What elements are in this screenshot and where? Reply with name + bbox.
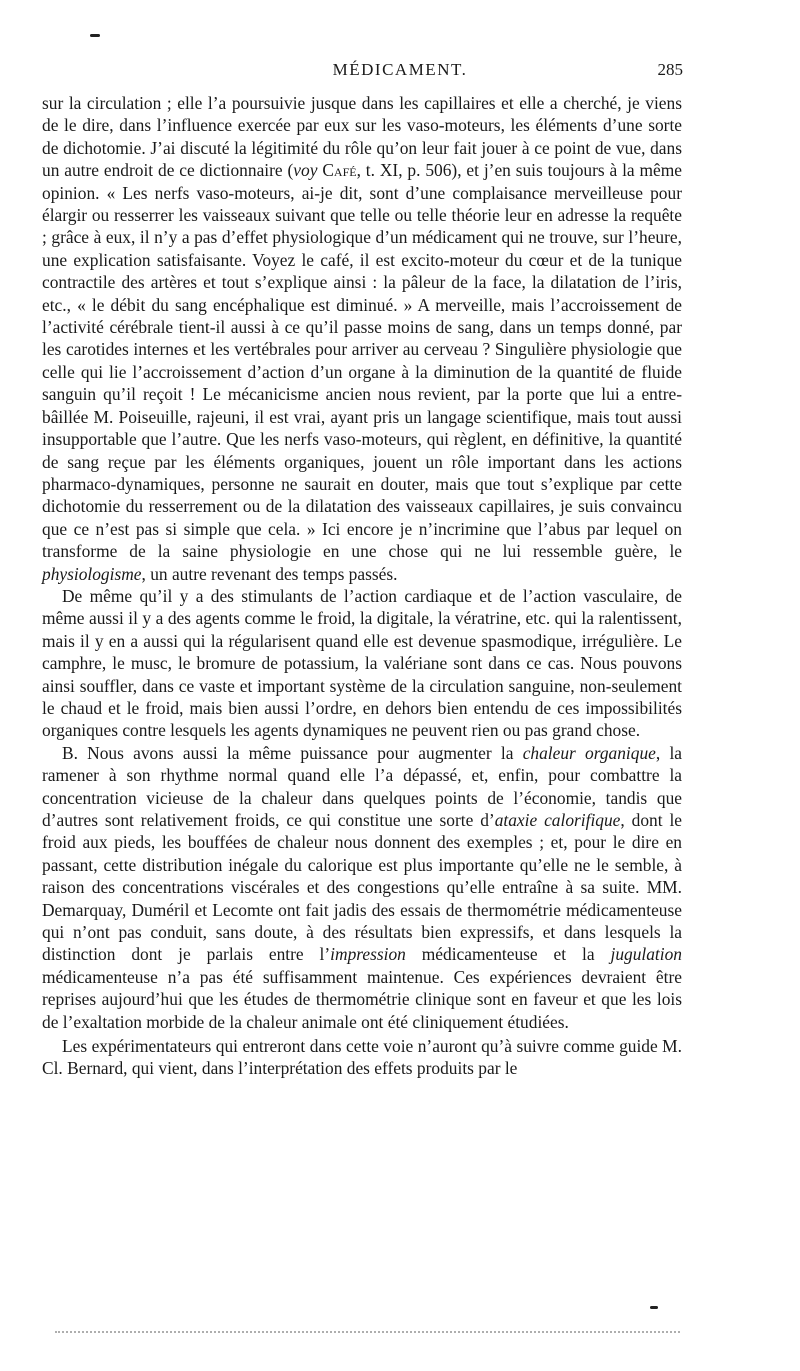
ink-speck-mark: [650, 1306, 658, 1309]
body-text: [42, 92, 682, 1080]
paragraph: [42, 92, 682, 585]
text-run: , un autre revenant des temps passés.: [141, 563, 398, 584]
text-run: médicamenteuse et la: [405, 944, 611, 965]
paragraph: [42, 585, 682, 742]
text-run: , la ramener à son rhythme normal quand elle l’a dépassé, et, enfin, pour combattre la concentration vicieuse de la chaleur dans quelques points de l’économie, tandis que d’autres sont relativement froids, ce qui constitue une sorte d’: [42, 742, 682, 830]
paragraph: [42, 1035, 682, 1080]
text-run: médicamenteuse n’a pas été suffisamment maintenue. Ces expériences devraient être reprises aujourd’hui que les études de thermométrie clinique sont en faveur et que les lois de l’exaltation morbide de la chaleur animale ont été cliniquement étudiées.: [42, 966, 682, 1032]
page-number: 285: [657, 60, 683, 79]
footer-dotted-rule: [55, 1331, 680, 1335]
text-run: , t. XI, p. 506), et j’en suis toujours à la même opinion. « Les nerfs vaso-moteurs, ai-je dit, sont d’une complaisance merveilleuse pour élargir ou resserrer les vaisseaux suivant que telle ou telle théorie leur en adresse la requête ; grâce à eux, il n’y a pas d’effet physiologique d’un médicament qui ne trouve, sur l’heure, une explication satisfaisante. Voyez le café, il est excito-moteur du cœur et de la tunique contractile des artères et tout s’explique ainsi : la pâleur de la face, la dilatation de l’iris, etc., « le débit du sang encéphalique est diminué. » A merveille, mais l’accroissement de l’activité cérébrale tient-il aussi à ce qu’il passe moins de sang, dans un temps donné, par les carotides internes et les vertébrales pour arriver au cerveau ? Singulière physiologie que celle qui lie l’accroissement d’action d’un organe à la diminution de la quantité de fluide sanguin qu’il reçoit ! Le mécanicisme ancien nous revient, par la porte que lui a entre-bâillée M. Poiseuille, rajeuni, il est vrai, ayant pris un langage scientifique, mais tout aussi insupportable que l’autre. Que les nerfs vaso-moteurs, qui règlent, en définitive, la quantité de sang reçue par les éléments organiques, jouent un rôle important dans les actions pharmaco-dynamiques, personne ne saurait en douter, mais que tout s’explique par cette dichotomie du resserrement ou de la dilatation des vaisseaux capillaires, je suis convaincu que ce n’est pas si simple que cela. » Ici encore je n’incrimine que l’abus par lequel on transforme de la saine physiologie en une chose qui ne lui ressemble guère, le: [42, 160, 682, 562]
italic-term: ataxie calorifique: [494, 810, 621, 830]
text-run: Les expérimentateurs qui entreront dans cette voie n’auront qu’à suivre comme guide M. Cl. Bernard, qui vient, dans l’interprétation des effets produits par le: [42, 1036, 682, 1079]
text-run: De même qu’il y a des stimulants de l’action cardiaque et de l’action vasculaire, de même aussi il y a des agents comme le froid, la digitale, la vératrine, etc. qui la ralentissent, mais il y en a aussi qui la régularisent quand elle est devenue spasmodique, irrégulière. Le camphre, le musc, le bromure de potassium, la valériane sont dans ce cas. Nous pouvons ainsi souffler, dans ce vaste et important système de la circulation sanguine, non-seulement le chaud et le froid, mais bien aussi l’ordre, en dehors bien entendu de ces impossibilités organiques contre lesquels les agents dynamiques ne peuvent rien ou pas grand chose.: [42, 585, 682, 741]
small-caps-term: Café: [322, 160, 357, 181]
text-run: B. Nous avons aussi la même puissance pour augmenter la: [62, 742, 523, 763]
italic-term: jugulation: [610, 944, 682, 965]
text-run: sur la circulation ; elle l’a poursuivie jusque dans les capillaires et elle a cherché, je viens de le dire, dans l’influence exercée par eux sur les vaso-moteurs, les éléments d’une sorte de dichotomie. J’ai discuté la légitimité du rôle qu’on leur fait jouer à ce point de vue, dans un autre endroit de ce dictionnaire (: [42, 93, 682, 181]
italic-term: impression: [330, 944, 406, 965]
italic-term: chaleur organique: [522, 742, 656, 763]
running-header-title: MÉDICAMENT.: [332, 60, 468, 79]
text-run: , dont le froid aux pieds, les bouffées de chaleur nous donnent des exemples ; et, pour le dire en passant, cette distribution inégale du calorique est plus importante qu’elle ne le semble, à raison des concentrations viscérales et des congestions qu’elle entraîne à sa suite. MM. Demarquay, Duméril et Lecomte ont fait jadis des essais de thermométrie médicamenteuse qui n’ont pas conduit, sans doute, à des résultats bien expressifs, et dans lesquels la distinction dont je parlais entre l’: [42, 810, 683, 965]
italic-term: physiologisme: [42, 563, 142, 584]
italic-term: voy: [293, 160, 318, 181]
paragraph: [42, 742, 682, 1033]
ink-speck-mark: [90, 34, 100, 37]
